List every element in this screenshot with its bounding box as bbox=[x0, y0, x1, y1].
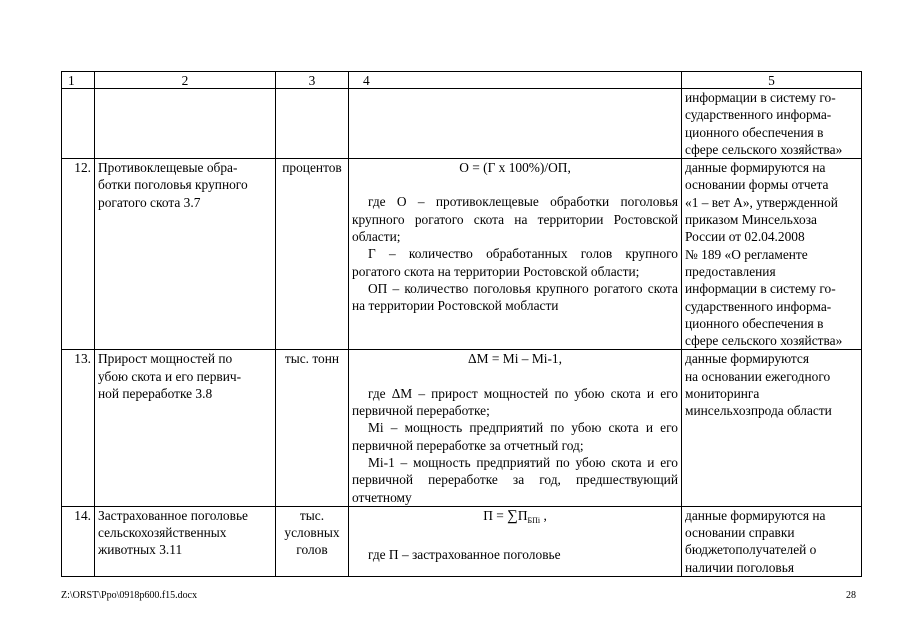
formula-line: О = (Г х 100%)/ОП, bbox=[459, 160, 571, 176]
header-col-4: 4 bbox=[349, 72, 682, 89]
formula-tail: , bbox=[543, 507, 547, 523]
formula-spacer bbox=[352, 176, 678, 193]
formula-explanation: Мi – мощность предприятий по убою скота и его первичной переработке за отчетный год; bbox=[352, 420, 678, 453]
header-col-3: 3 bbox=[276, 72, 349, 89]
data-source: данные формируются на основании справки бюджетополучателей о наличии поголовья bbox=[682, 506, 862, 576]
formula-explanation: где О – противоклещевые обработки поголовья крупного рогатого скота на территории Ростовской области; bbox=[352, 194, 678, 245]
calculation-method bbox=[349, 350, 682, 506]
formula-explanation: ОП – количество поголовья крупного рогатого скота на территории Ростовской мобласти bbox=[352, 280, 678, 314]
row-number bbox=[62, 89, 95, 159]
calculation-method bbox=[349, 159, 682, 350]
row-number: 14. bbox=[62, 506, 95, 576]
formula-subscript: БПi bbox=[527, 515, 541, 525]
header-col-2: 2 bbox=[95, 72, 276, 89]
formula-line bbox=[352, 507, 678, 529]
data-source: данные формируются на основании ежегодного мониторинга минсельхозпрода области bbox=[682, 350, 862, 506]
row-number: 13. bbox=[62, 350, 95, 506]
formula-spacer bbox=[352, 368, 678, 385]
indicator-name bbox=[95, 89, 276, 159]
unit-of-measure: тыс. тонн bbox=[276, 350, 349, 506]
table-header-row bbox=[62, 72, 862, 89]
table-row bbox=[62, 506, 862, 576]
formula-explanation: где ΔМ – прирост мощностей по убою скота и его первичной переработке; bbox=[352, 385, 678, 419]
formula-lhs: П = bbox=[483, 507, 504, 523]
unit-of-measure: тыс. условных голов bbox=[276, 506, 349, 576]
formula-var: П bbox=[517, 507, 528, 523]
data-source: данные формируются на основании формы отчета «1 – вет А», утвержденной приказом Минсельхоза России от 02.04.2008 № 189 «О регламенте предоставления информации в систему го- сударственного информа- ционного обеспечения в сфере сельского хозяйства» bbox=[682, 159, 862, 350]
header-col-1: 1 bbox=[62, 72, 95, 89]
formula-line: ΔМ = Мi – Мi-1, bbox=[468, 351, 562, 367]
indicator-name: Застрахованное поголовье сельскохозяйственных животных 3.11 bbox=[95, 506, 276, 576]
calculation-method bbox=[349, 506, 682, 576]
header-col-5: 5 bbox=[682, 72, 862, 89]
formula-explanation: где П – застрахованное поголовье bbox=[368, 547, 561, 563]
footer-file-path: Z:\ORST\Ppo\0918p600.f15.docx bbox=[61, 590, 198, 601]
formula-explanation: Мi-1 – мощность предприятий по убою скота и его первичной переработке за год, предшествующий отчетному bbox=[352, 454, 678, 505]
indicator-name: Прирост мощностей по убою скота и его первич- ной переработке 3.8 bbox=[95, 350, 276, 506]
sum-symbol: ∑ bbox=[507, 507, 518, 524]
formula-explanation: Г – количество обработанных голов крупного рогатого скота на территории Ростовской области; bbox=[352, 246, 678, 279]
indicator-table bbox=[61, 71, 862, 577]
footer-page-number: 28 bbox=[846, 590, 856, 601]
unit-of-measure: процентов bbox=[276, 159, 349, 350]
table-row bbox=[62, 89, 862, 159]
table-row bbox=[62, 159, 862, 350]
indicator-name: Противоклещевые обра- ботки поголовья крупного рогатого скота 3.7 bbox=[95, 159, 276, 350]
data-source: информации в систему го- сударственного информа- ционного обеспечения в сфере сельского хозяйства» bbox=[682, 89, 862, 159]
calculation-method bbox=[349, 89, 682, 159]
row-number: 12. bbox=[62, 159, 95, 350]
unit-of-measure bbox=[276, 89, 349, 159]
formula-spacer bbox=[352, 529, 678, 546]
table-row bbox=[62, 350, 862, 506]
